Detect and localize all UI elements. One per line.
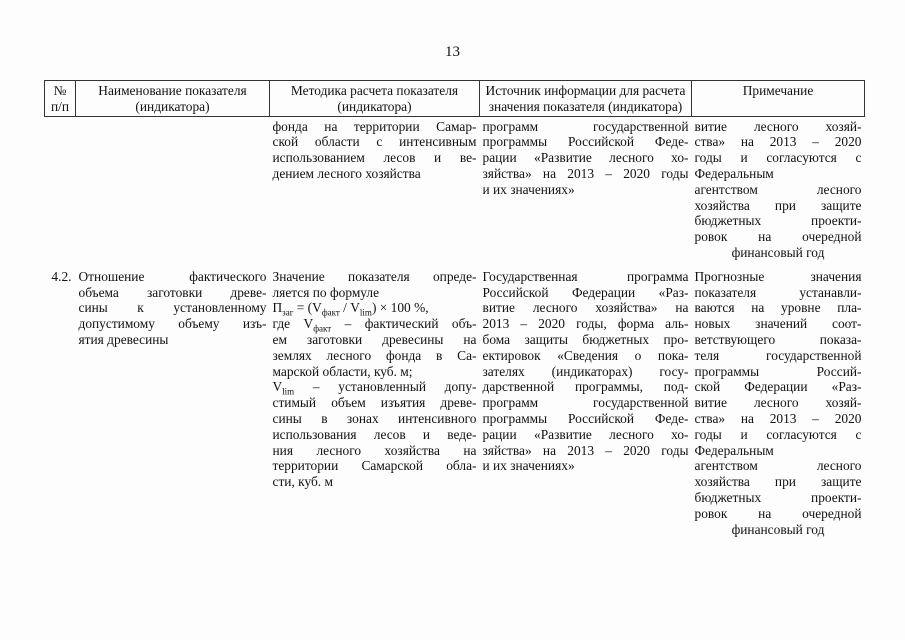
text-line: бюджетных проекти- xyxy=(694,213,862,229)
text-line: программы Российской Феде- xyxy=(482,134,689,150)
header-name: Наименование показателя (индикатора) xyxy=(76,81,270,117)
text-line: ния лесного хозяйства на xyxy=(272,442,477,458)
text-line: 2013 – 2020 годы, форма аль- xyxy=(482,316,689,332)
text-line: ляется по формуле xyxy=(272,284,380,300)
text-line: и их значениях» xyxy=(482,181,575,197)
text-line: зяйства» на 2013 – 2020 годы xyxy=(482,165,689,181)
text-line: объема заготовки древе- xyxy=(78,284,267,300)
formula-text: П xyxy=(272,300,283,316)
text-line: использования лесов и веде- xyxy=(272,426,477,442)
text-line: хозяйства при защите xyxy=(694,197,862,213)
text-line: ровок на очередной xyxy=(694,505,862,521)
cell-name xyxy=(76,116,270,269)
text-line: ства» на 2013 – 2020 xyxy=(694,134,862,150)
text-line: хозяйства при защите xyxy=(694,474,862,490)
formula xyxy=(272,300,477,319)
indicators-table xyxy=(44,80,865,537)
page-number: 13 xyxy=(445,44,460,60)
header-num: № п/п xyxy=(45,81,76,117)
cell-note xyxy=(692,269,865,538)
text-line: землях лесного фонда в Са- xyxy=(272,347,477,363)
formula-sub: факт xyxy=(321,308,340,319)
text-line: программ государственной xyxy=(482,118,689,134)
text-line: Отношение фактического xyxy=(78,268,267,284)
text-line: Федеральным xyxy=(694,165,774,181)
text-line: ятия древесины xyxy=(78,331,169,347)
text-line: ем заготовки древесины на xyxy=(272,331,477,347)
text-line: Государственная программа xyxy=(482,268,689,284)
formula-sub: lim xyxy=(359,308,372,319)
text-line: дарственной программы, под- xyxy=(482,379,689,395)
text-line: годы и согласуются с xyxy=(694,426,862,442)
text-line: ваются на уровне пла- xyxy=(694,300,862,316)
text-line: финансовый год xyxy=(731,521,825,537)
cell-method xyxy=(270,269,480,538)
cell-method xyxy=(270,116,480,269)
header-method: Методика расчета показателя (индикатора) xyxy=(270,81,480,117)
text-line: витие лесного хозяй- xyxy=(694,395,862,411)
table-row-4-2 xyxy=(45,269,865,538)
text-line: теля государственной xyxy=(694,347,862,363)
text-line: дением лесного хозяйства xyxy=(272,165,421,181)
text-line: зяйства» на 2013 – 2020 годы xyxy=(482,442,689,458)
text-line: новых значений соот- xyxy=(694,316,862,332)
text-line: сины к установленному xyxy=(78,300,267,316)
header-source: Источник информации для расчета значения показателя (индикатора) xyxy=(480,81,692,117)
header-note: Примечание xyxy=(692,81,865,117)
text-line: финансовый год xyxy=(731,244,825,260)
text-line: территории Самарской обла- xyxy=(272,458,477,474)
text-line: допустимому объему изъ- xyxy=(78,316,267,332)
text-line: ровок на очередной xyxy=(694,229,862,245)
text-line: показателя устанавли- xyxy=(694,284,862,300)
text-part: – фактический объ- xyxy=(331,316,477,332)
text-line: витие лесного хозяйства» на xyxy=(482,300,689,316)
text-line: использованием лесов и ве- xyxy=(272,150,477,166)
cell-num xyxy=(45,116,76,269)
cell-name xyxy=(76,269,270,538)
text-line: марской области, куб. м; xyxy=(272,363,413,379)
text-line xyxy=(273,316,477,332)
cell-note xyxy=(692,116,865,269)
formula-text: ) × 100 %, xyxy=(371,300,429,316)
text-line: рации «Развитие лесного хо- xyxy=(482,150,689,166)
text-line: ектировок «Сведения о пока- xyxy=(482,347,689,363)
text-line: ской Федерации «Раз- xyxy=(694,379,862,395)
cell-num: 4.2. xyxy=(51,268,72,284)
cell-source xyxy=(480,269,692,538)
text-part: где V xyxy=(272,316,314,332)
text-line: Федеральным xyxy=(694,442,774,458)
text-line: программ государственной xyxy=(482,395,689,411)
text-line: годы и согласуются с xyxy=(694,150,862,166)
text-line: рации «Развитие лесного хо- xyxy=(482,426,689,442)
text-line: ветствующего показа- xyxy=(694,331,862,347)
text-line xyxy=(272,379,477,398)
text-line: зателях (индикаторах) госу- xyxy=(482,363,689,379)
text-sub: факт xyxy=(313,323,332,334)
table-row-continuation xyxy=(45,116,865,269)
text-line: стимый объем изъятия древе- xyxy=(272,395,477,411)
text-line: фонда на территории Самар- xyxy=(272,118,477,134)
text-line: и их значениях» xyxy=(482,458,575,474)
text-line: бюджетных проекти- xyxy=(694,489,862,505)
text-line: агентством лесного xyxy=(694,458,862,474)
table-header-row xyxy=(45,81,865,117)
formula-text: / V xyxy=(339,300,360,316)
text-line: Прогнозные значения xyxy=(694,268,862,284)
text-line: агентством лесного xyxy=(694,181,862,197)
formula-text: = (V xyxy=(293,300,322,316)
text-line: сти, куб. м xyxy=(272,474,333,490)
text-part: – установленный допу- xyxy=(294,379,477,395)
text-line: витие лесного хозяй- xyxy=(694,118,862,134)
cell-source xyxy=(480,116,692,269)
text-line: Значение показателя опреде- xyxy=(272,268,477,284)
text-line: сины в зонах интенсивного xyxy=(272,410,477,426)
formula-sub: заг xyxy=(282,308,294,319)
text-line: программы Россий- xyxy=(694,363,862,379)
text-line: ской области с интенсивным xyxy=(272,134,477,150)
text-part: V xyxy=(272,379,283,395)
text-line: бома защиты бюджетных про- xyxy=(482,331,689,347)
text-line: программы Российской Феде- xyxy=(482,410,689,426)
text-sub: lim xyxy=(282,387,295,398)
text-line: ства» на 2013 – 2020 xyxy=(694,410,862,426)
text-line: Российской Федерации «Раз- xyxy=(482,284,689,300)
